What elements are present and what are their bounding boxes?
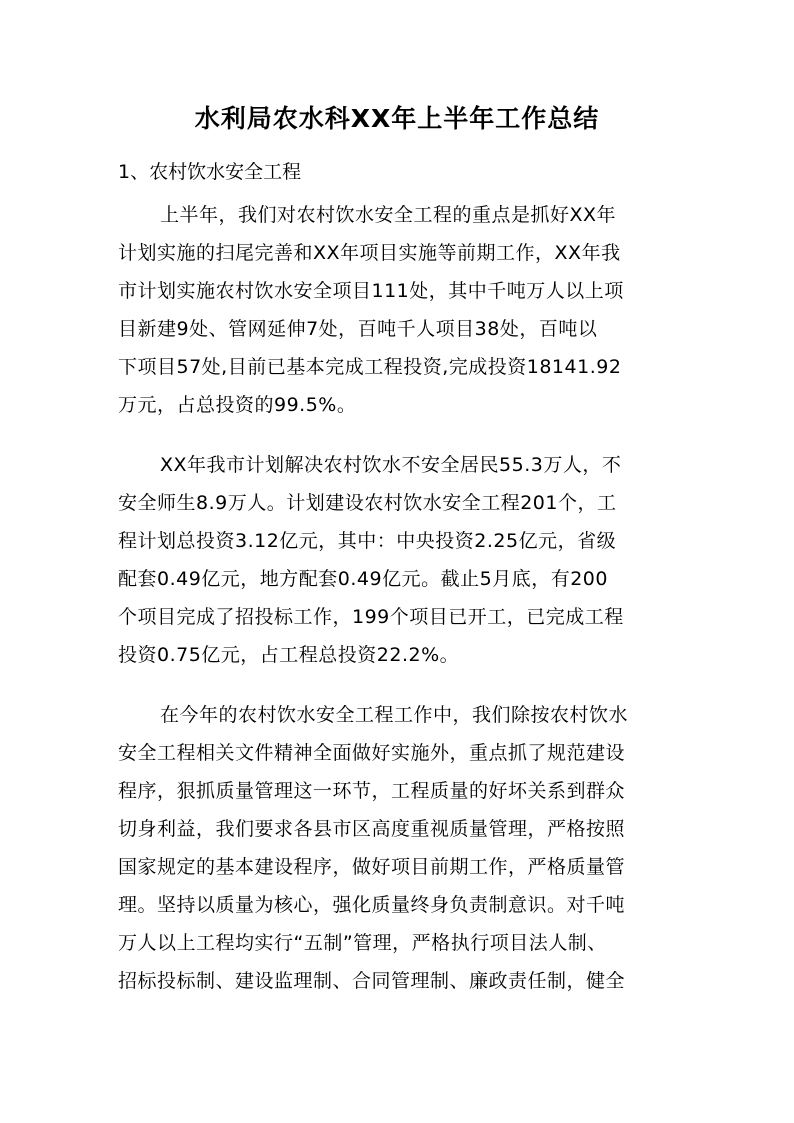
- paragraph-line: 安全工程相关文件精神全面做好实施外，重点抓了规范建设: [118, 742, 626, 764]
- paragraph-line: 下项目57处,目前已基本完成工程投资,完成投资18141.92: [118, 356, 622, 378]
- paragraph-line: 安全师生8.9万人。计划建设农村饮水安全工程201个，工: [118, 492, 617, 514]
- paragraph-line: 计划实施的扫尾完善和XX年项目实施等前期工作，XX年我: [118, 242, 621, 264]
- section-heading: 1、农村饮水安全工程: [118, 161, 302, 183]
- paragraph-line: 万人以上工程均实行“五制”管理，严格执行项目法人制、: [118, 932, 607, 954]
- paragraph-line: 在今年的农村饮水安全工程工作中，我们除按农村饮水: [160, 704, 629, 726]
- paragraph-line: 程序，狠抓质量管理这一环节，工程质量的好坏关系到群众: [118, 780, 626, 802]
- paragraph-line: 切身利益，我们要求各县市区高度重视质量管理，严格按照: [118, 818, 626, 840]
- paragraph-line: XX年我市计划解决农村饮水不安全居民55.3万人，不: [160, 454, 622, 476]
- paragraph-line: 市计划实施农村饮水安全项目111处，其中千吨万人以上项: [118, 280, 624, 302]
- paragraph-line: 上半年，我们对农村饮水安全工程的重点是抓好XX年: [160, 204, 617, 226]
- paragraph-line: 投资0.75亿元，占工程总投资22.2%。: [118, 644, 460, 666]
- paragraph-line: 国家规定的基本建设程序，做好项目前期工作，严格质量管: [118, 856, 626, 878]
- paragraph-line: 万元，占总投资的99.5%。: [118, 394, 357, 416]
- document-title: 水利局农水科XX年上半年工作总结: [194, 104, 600, 133]
- paragraph-line: 招标投标制、建设监理制、合同管理制、廉政责任制，健全: [118, 970, 626, 992]
- paragraph-line: 程计划总投资3.12亿元，其中：中央投资2.25亿元，省级: [118, 530, 617, 552]
- paragraph-line: 理。坚持以质量为核心，强化质量终身负责制意识。对千吨: [118, 894, 626, 916]
- paragraph-line: 目新建9处、管网延伸7处，百吨千人项目38处，百吨以: [118, 318, 598, 340]
- paragraph-line: 个项目完成了招投标工作，199个项目已开工，已完成工程: [118, 606, 624, 628]
- paragraph-line: 配套0.49亿元，地方配套0.49亿元。截止5月底，有200: [118, 568, 608, 590]
